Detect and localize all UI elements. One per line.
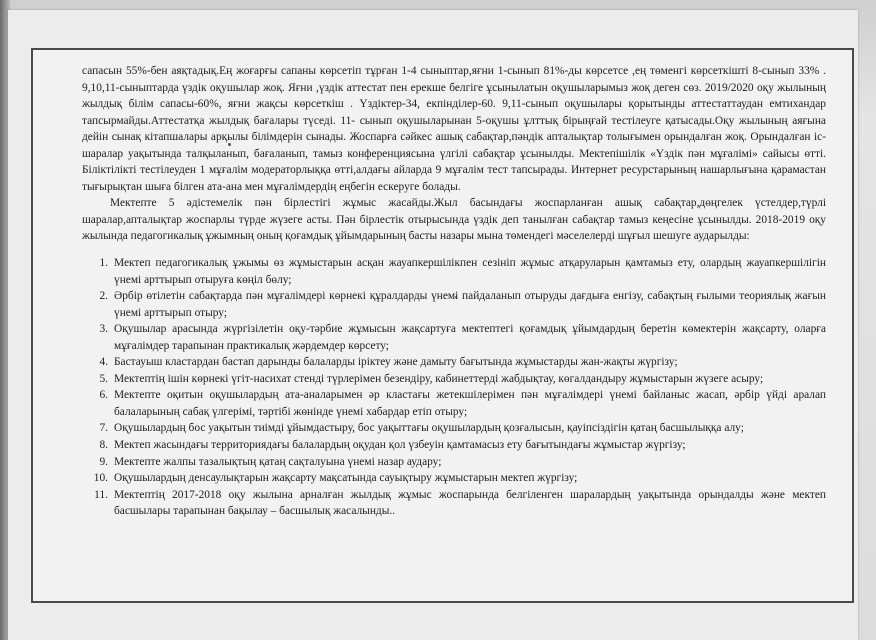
list-item [82,255,826,288]
list-text: Мектепте оқитын оқушылардың ата-аналарымен әр кластағы жетекшілерімен пән мұғалімдері үнемі байланыс жасап, әрбір үйді аралап балаларының сабақ үлгерімі, тәртібі жөнінде үнемі хабардар етіп отыру; [114,389,826,418]
list-number: 2. [99,290,108,303]
list-number: 3. [99,323,108,336]
list-number: 1. [99,257,108,270]
tasks-list [82,255,826,520]
list-text: Мектепте жалпы тазалықтың қатаң сақталуына үнемі назар аудару; [114,455,442,468]
list-text: Оқушылардың бос уақытын тиімді ұйымдастыру, бос уақыттағы оқушылардың қозғалысын, қауіпсіздігін қатаң басшылыққа алу; [114,422,744,435]
list-text: Оқушылардың денсаулықтарын жақсарту мақсатында сауықтыру жұмыстарын мектеп жүргізу; [114,472,578,485]
list-item [82,420,826,437]
paragraph-methodical-unions: Мектепте 5 әдістемелік пән бірлестігі жұмыс жасайды.Жыл басындағы жоспарланған ашық сабақтар,дөңгелек үстелдер,түрлі шаралар,апталықтар жоспарлы түрде жүзеге асты. Пән бірлестік отырысында үздік деп танылған сабақтар тамыз кеңесіне ұсынылды. 2018-2019 оқу жылында педагогикалық ұжымның оның қоғамдық ұйымдарының басты назары мына төмендегі мәселелерді шұғыл шешуге аударылды: [82,197,826,243]
list-item [82,321,826,354]
list-item [82,470,826,487]
list-number: 11. [94,488,108,501]
list-item [82,387,826,420]
list-text: Мектеп педагогикалық ұжымы өз жұмыстарын асқан жауапкершілікпен сезініп жұмыс атқаруларын қамтамыз ету, олардың жауапкершілігін үнемі арттырып отыруға көңіл бөлу; [114,257,826,286]
list-number: 9. [99,455,108,468]
list-text: Мектептің ішін көрнекі үгіт-насихат стенді түрлерімен безендіру, кабинеттерді жабдықтау, көгалдандыру жұмыстарын жүзеге асыру; [114,372,764,385]
list-item [82,454,826,471]
paragraph-intro: сапасын 55%-бен аяқтадық.Ең жоғарғы сапаны көрсетіп тұрған 1-4 сыныптар,яғни 1-сынып 81%-ды көрсетсе ,ең төменгі көрсеткішті 8-сынып 33% . 9,10,11-сыныптарда үздік оқушылар жоқ. Яғни ,үздік аттестат пен ерекше белгіге ұсынылатын оқушыларымыз жоқ деген сөз. 2019/2020 оқу жылының жылдық білім сапасы-60%, яғни жақсы көрсеткіш . Үздіктер-34, екпінділер-60. 9,11-сынып оқушылары қорытынды аттестаттаудан емтихандар тапсырмайды.Аттестатқа жылдық бағалары түседі. 11- сынып оқушыларынан 5-оқушы ұлттық бірыңғай тестілеуге қатысады.Оқу жылының аяғына дейін сынақ кітапшалары арқылы білімдерін сынады. Жоспарға сәйкес ашық сабақтар,пәндік апталықтар толығымен орындалған жоқ. Орындалған іс-шаралар уақытында талқыланып, бағаланып, тамыз конференциясына үлгілі сабақтар ұсынылды. Мектепішілік «Үздік пән мұғалімі» сайысы өтті. Біліктілікті тестілеуден 1 мұғалім модераторлыққа өтті,алдағы айларда 9 мұғалім тест тапсырады. Интернет ресурстарының нашарлығына қарамастан тығырықтан шыға білген ата-ана мен мұғалімдердің еңбегін ескеруге болады. [82,65,826,193]
list-item [82,354,826,371]
list-number: 10. [93,472,108,485]
list-number: 8. [99,439,108,452]
list-item [82,487,826,520]
list-item [82,437,826,454]
document-body [82,63,826,520]
list-text: Әрбір өтілетін сабақтарда пән мұғалімдері көрнекі құралдарды үнемі пайдаланып отыруды дағдыға енгізу, сабақтың ғылыми теориялық жағын үнемі арттырып отыру; [114,290,826,319]
list-number: 5. [99,372,108,385]
list-item [82,371,826,388]
list-text: Мектептің 2017-2018 оқу жылына арналған жылдық жұмыс жоспарында белгіленген шаралардың уақытында орындалды және мектеп басшылары тарапынан бақылау – басшылық жасалынды.. [114,488,826,518]
list-text: Мектеп жасындағы территориядағы балалардың оқудан қол үзбеуін қамтамасыз ету бағытындағы жұмыстар жүргізу; [114,439,686,452]
list-text: Оқушылар арасында жүргізілетін оқу-тәрбие жұмысын жақсартуға мектептегі қоғамдық ұйымдардың беретін көмектерін жақсарту, оларға мұғалімдер тарапынан практикалық жәрдемдер көрсету; [114,323,826,352]
list-item [82,288,826,321]
list-number: 7. [99,422,108,435]
list-text: Бастауыш кластардан бастап дарынды балаларды іріктеу және дамыту бағытында жұмыстарды жан-жақты жүргізу; [114,356,678,369]
list-number: 4. [99,356,108,369]
list-number: 6. [99,389,108,402]
